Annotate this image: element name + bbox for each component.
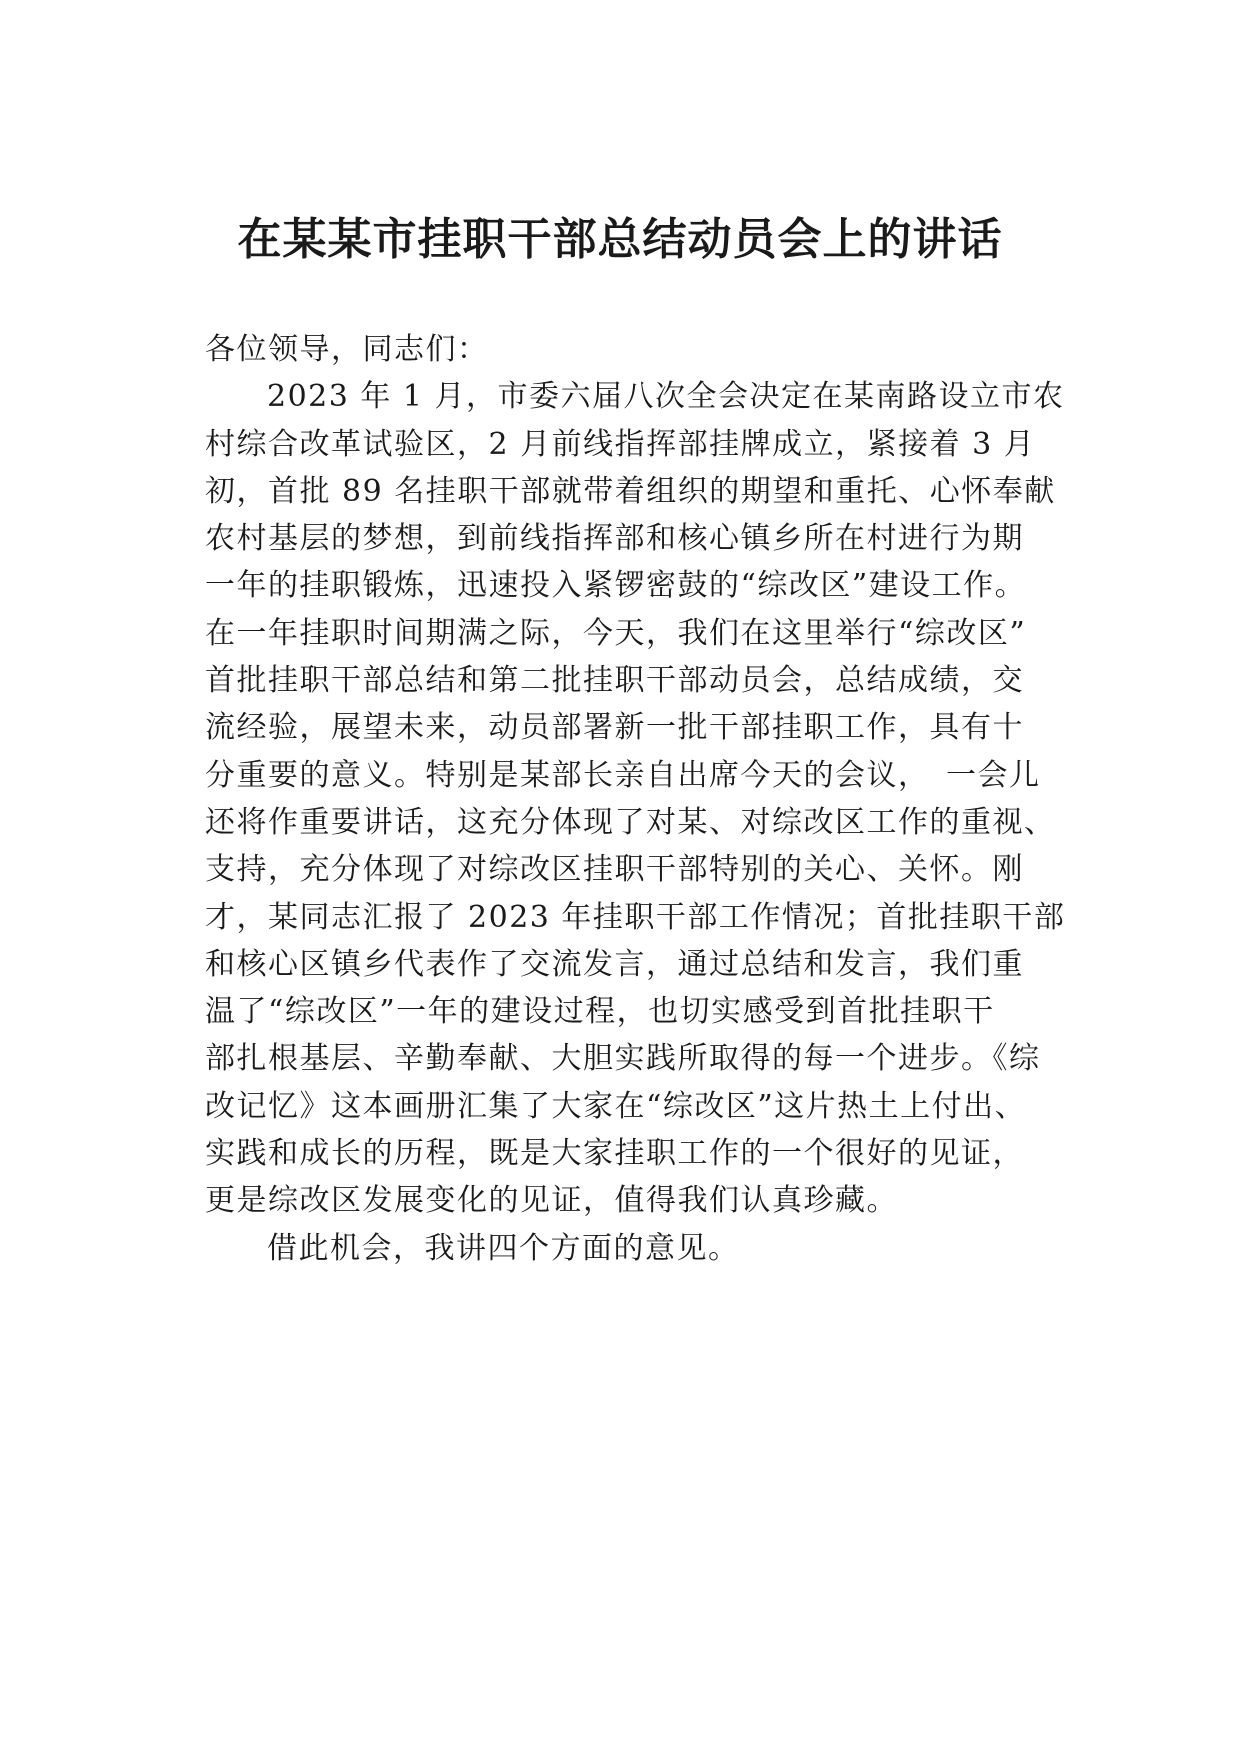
- paragraph-line: 村综合改革试验区，2 月前线指挥部挂牌成立，紧接着 3 月: [205, 426, 1036, 462]
- paragraph-line: 流经验，展望未来，动员部署新一批干部挂职工作，具有十: [205, 710, 1024, 746]
- paragraph-line: 实践和成长的历程，既是大家挂职工作的一个很好的见证，: [205, 1136, 1024, 1172]
- paragraph-line: 一年的挂职锻炼，迅速投入紧锣密鼓的“综改区”建设工作。: [205, 568, 1027, 604]
- paragraph-2: 借此机会，我讲四个方面的意见。: [267, 1230, 740, 1266]
- paragraph-line: 更是综改区发展变化的见证，值得我们认真珍藏。: [205, 1183, 898, 1219]
- paragraph-line: 分重要的意义。特别是某部长亲自出席今天的会议， 一会儿: [205, 757, 1041, 793]
- salutation: 各位领导，同志们：: [205, 332, 489, 367]
- paragraph-line: 农村基层的梦想，到前线指挥部和核心镇乡所在村进行为期: [205, 521, 1024, 557]
- paragraph-line: 在一年挂职时间期满之际，今天，我们在这里举行“综改区”: [205, 615, 1027, 651]
- paragraph-line: 和核心区镇乡代表作了交流发言，通过总结和发言，我们重: [205, 946, 1024, 982]
- paragraph-line: 部扎根基层、辛勤奉献、大胆实践所取得的每一个进步。《综: [205, 1041, 1041, 1077]
- document-title: 在某某市挂职干部总结动员会上的讲话: [237, 214, 1003, 265]
- document-body: [205, 326, 1075, 1272]
- paragraph-line: 首批挂职干部总结和第二批挂职干部动员会，总结成绩，交: [205, 663, 1024, 699]
- paragraph-line: 改记忆》这本画册汇集了大家在“综改区”这片热土上付出、: [205, 1088, 1027, 1124]
- paragraph-line: 2023 年 1 月，市委六届八次全会决定在某南路设立市农: [267, 379, 1065, 415]
- paragraph-line: 初，首批 89 名挂职干部就带着组织的期望和重托、心怀奉献: [205, 473, 1056, 509]
- paragraph-line: 还将作重要讲话，这充分体现了对某、对综改区工作的重视、: [205, 804, 1056, 840]
- paragraph-1: [205, 373, 1075, 1224]
- paragraph-line: 支持，充分体现了对综改区挂职干部特别的关心、关怀。刚: [205, 852, 1024, 888]
- paragraph-line: 才，某同志汇报了 2023 年挂职干部工作情况；首批挂职干部: [205, 899, 1066, 935]
- paragraph-line: 温了“综改区”一年的建设过程，也切实感受到首批挂职干: [205, 994, 995, 1030]
